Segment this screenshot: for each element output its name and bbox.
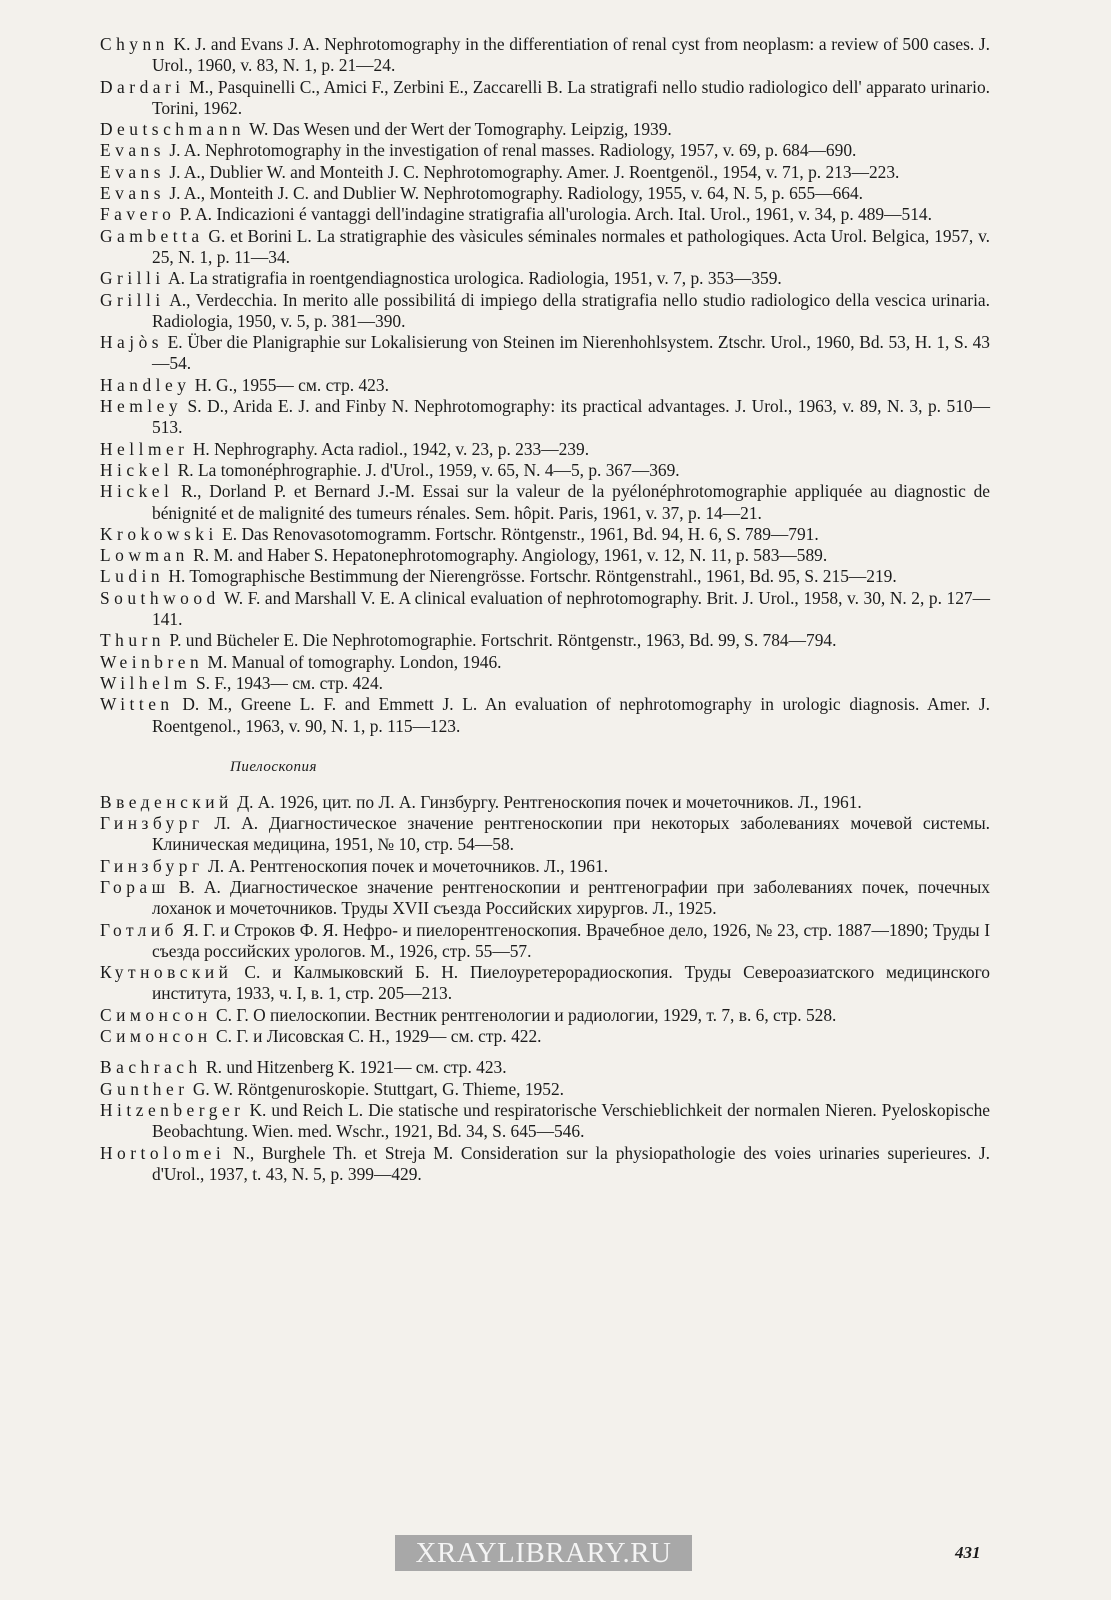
reference-text: G. et Borini L. La stratigraphie des vàsicules séminales normales et pathologiques. Acta Urol. Belgica, 1957, v. 25, N. 1, p. 11—34. [152, 225, 990, 267]
reference-text: E. Über die Planigraphie sur Lokalisierung von Steinen im Nierenhohlsystem. Ztschr. Urol., 1960, Bd. 53, H. 1, S. 43—54. [152, 332, 990, 374]
list-spacer [100, 1047, 990, 1057]
reference-item [100, 396, 990, 439]
reference-text: M. Manual of tomography. London, 1946. [203, 651, 502, 672]
reference-item [100, 545, 990, 566]
reference-text: H. G., 1955— см. стр. 423. [190, 374, 389, 395]
reference-item [100, 481, 990, 524]
reference-text: E. Das Renovasotomogramm. Fortschr. Röntgenstr., 1961, Bd. 94, H. 6, S. 789—791. [217, 523, 819, 544]
reference-author: Evans [100, 161, 166, 182]
reference-item [100, 77, 990, 120]
reference-author: Dardari [100, 76, 185, 97]
reference-text: H. Tomographische Bestimmung der Nierengrösse. Fortschr. Röntgenstrahl., 1961, Bd. 95, S. 215—219. [164, 566, 897, 587]
reference-author: Готлиб [100, 919, 178, 940]
reference-text: S. F., 1943— см. стр. 424. [191, 672, 383, 693]
reference-item [100, 877, 990, 920]
reference-author: Evans [100, 140, 166, 161]
reference-item [100, 332, 990, 375]
reference-item [100, 460, 990, 481]
reference-text: Л. А. Рентгеноскопия почек и мочеточников. Л., 1961. [203, 855, 609, 876]
reference-author: Введенский [100, 791, 233, 812]
reference-author: Ludin [100, 566, 165, 587]
reference-author: Wilhelm [100, 672, 192, 693]
reference-text: Л. А. Диагностическое значение рентгеноскопии при некоторых заболеваниях мочевой системы. Клиническая медицина, 1951, № 10, стр. 54—58. [152, 813, 990, 855]
reference-author: Hickel [100, 459, 174, 480]
reference-text: P. A. Indicazioni é vantaggi dell'indagine stratigrafia all'urologia. Arch. Ital. Urol., 1961, v. 34, p. 489—514. [175, 204, 932, 225]
reference-author: Favero [100, 204, 176, 225]
reference-author: Grilli [100, 268, 165, 289]
reference-text: J. A. Nephrotomography in the investigation of renal masses. Radiology, 1957, v. 69, p. 684—690. [165, 140, 857, 161]
reference-text: W. Das Wesen und der Wert der Tomography. Leipzig, 1939. [245, 119, 672, 140]
reference-item [100, 204, 990, 225]
reference-author: Hellmer [100, 438, 189, 459]
reference-text: J. A., Monteith J. C. and Dublier W. Nephrotomography. Radiology, 1955, v. 64, N. 5, p. 655—664. [165, 183, 864, 204]
reference-author: Hortolomei [100, 1142, 226, 1163]
reference-text: P. und Bücheler E. Die Nephrotomographie. Fortschrit. Röntgenstr., 1963, Bd. 99, S. 784—794. [165, 630, 837, 651]
reference-text: R. M. and Haber S. Hepatonephrotomography. Angiology, 1961, v. 12, N. 11, p. 583—589. [188, 545, 828, 566]
reference-author: Gunther [100, 1078, 189, 1099]
reference-author: Chynn [100, 34, 169, 54]
reference-item [100, 226, 990, 269]
reference-item [100, 566, 990, 587]
reference-text: M., Pasquinelli C., Amici F., Zerbini E., Zaccarelli B. La stratigrafi nello studio radiologico dell' apparato urinario. Torini, 1962. [152, 76, 990, 118]
reference-item [100, 856, 990, 877]
reference-item [100, 673, 990, 694]
reference-item [100, 268, 990, 289]
reference-item [100, 694, 990, 737]
reference-text: S. D., Arida E. J. and Finby N. Nephrotomography: its practical advantages. J. Urol., 1963, v. 89, N. 3, p. 510—513. [152, 396, 990, 438]
reference-list-cyrillic [100, 792, 990, 1048]
reference-item [100, 1005, 990, 1026]
section-heading: Пиелоскопия [230, 758, 317, 775]
reference-author: Witten [100, 694, 174, 715]
reference-item [100, 375, 990, 396]
reference-text: N., Burghele Th. et Streja M. Consideration sur la physiopathologie des voies urinaries superieures. J. d'Urol., 1937, t. 43, N. 5, p. 399—429. [152, 1142, 990, 1184]
reference-author: Grilli [100, 289, 165, 310]
reference-author: Deutschmann [100, 119, 246, 140]
reference-text: H. Nephrography. Acta radiol., 1942, v. 23, p. 233—239. [188, 438, 590, 459]
reference-text: Д. А. 1926, цит. по Л. А. Гинзбургу. Рентгеноскопия почек и мочеточников. Л., 1961. [232, 791, 862, 812]
reference-text: A., Verdecchia. In merito alle possibilitá di impiego della stratigrafia nello studio radiologico della vescica urinaria. Radiologia, 1950, v. 5, p. 381—390. [152, 289, 990, 331]
reference-author: Симонсон [100, 1004, 212, 1025]
watermark: XRAYLIBRARY.RU [395, 1535, 692, 1571]
page-number: 431 [955, 1543, 981, 1562]
reference-author: Southwood [100, 587, 220, 608]
reference-author: Thurn [100, 630, 166, 651]
reference-text: Я. Г. и Строков Ф. Я. Нефро- и пиелорентгеноскопия. Врачебное дело, 1926, № 23, стр. 1887—1890; Труды I съезда российских урологов. М., 1926, стр. 55—57. [152, 919, 990, 961]
reference-text: R. La tomonéphrographie. J. d'Urol., 1959, v. 65, N. 4—5, p. 367—369. [173, 459, 680, 480]
reference-item [100, 630, 990, 651]
reference-author: Гораш [100, 876, 170, 897]
reference-author: Гинзбург [100, 813, 204, 834]
reference-author: Bachrach [100, 1057, 202, 1078]
reference-author: Hajòs [100, 332, 164, 353]
reference-item [100, 290, 990, 333]
reference-item [100, 1079, 990, 1100]
reference-author: Кутновский [100, 962, 233, 983]
reference-text: С. Г. и Лисовская С. Н., 1929— см. стр. 422. [211, 1026, 542, 1047]
reference-text: A. La stratigrafia in roentgendiagnostica urologica. Radiologia, 1951, v. 7, p. 353—359. [164, 268, 782, 289]
reference-item [100, 1026, 990, 1047]
reference-item [100, 34, 990, 77]
reference-text: K. J. and Evans J. A. Nephrotomography in the differentiation of renal cyst from neoplasm: a review of 500 cases. J. Urol., 1960, v. 83, N. 1, p. 21—24. [152, 34, 990, 76]
reference-author: Handley [100, 374, 191, 395]
reference-item [100, 652, 990, 673]
reference-item [100, 439, 990, 460]
reference-author: Krokowski [100, 523, 218, 544]
reference-item [100, 792, 990, 813]
reference-item [100, 920, 990, 963]
reference-item [100, 813, 990, 856]
reference-text: R., Dorland P. et Bernard J.-M. Essai sur la valeur de la pyélonéphrotomographie appliquée au diagnostic de bénignité et de malignité des tumeurs rénales. Sem. hôpit. Paris, 1961, v. 37, p. 14—21. [152, 481, 990, 523]
reference-author: Гинзбург [100, 855, 204, 876]
bibliography-page [100, 34, 990, 1185]
reference-text: С. и Калмыковский Б. Н. Пиелоуретерорадиоскопия. Труды Североазиатского медицинского института, 1933, ч. I, в. 1, стр. 205—213. [152, 962, 990, 1004]
reference-item [100, 162, 990, 183]
reference-list-latin [100, 34, 990, 737]
reference-item [100, 524, 990, 545]
reference-text: G. W. Röntgenuroskopie. Stuttgart, G. Thieme, 1952. [188, 1078, 564, 1099]
reference-text: С. Г. О пиелоскопии. Вестник рентгенологии и радиологии, 1929, т. 7, в. 6, стр. 528. [211, 1004, 837, 1025]
reference-author: Hickel [100, 481, 174, 502]
reference-author: Gambetta [100, 225, 204, 246]
reference-text: В. А. Диагностическое значение рентгеноскопии и рентгенографии при заболеваниях почек, почечных лоханок и мочеточников. Труды XVII съезда Российских хирургов. Л., 1925. [152, 876, 990, 919]
reference-text: J. A., Dublier W. and Monteith J. C. Nephrotomography. Amer. J. Roentgenöl., 1954, v. 71, p. 213—223. [165, 161, 900, 182]
reference-author: Симонсон [100, 1026, 212, 1047]
reference-author: Weinbren [100, 651, 204, 672]
reference-item [100, 588, 990, 631]
reference-author: Evans [100, 183, 166, 204]
reference-author: Lowman [100, 545, 189, 566]
reference-item [100, 1057, 990, 1078]
reference-author: Hitzenberger [100, 1099, 245, 1120]
reference-text: K. und Reich L. Die statische und respiratorische Verschieblichkeit der normalen Nieren. Pyeloskopische Beobachtung. Wien. med. Wschr., 1921, Bd. 34, S. 645—546. [152, 1099, 990, 1142]
reference-item [100, 1143, 990, 1186]
reference-text: R. und Hitzenberg K. 1921— см. стр. 423. [201, 1057, 507, 1078]
reference-item [100, 1100, 990, 1143]
reference-item [100, 140, 990, 161]
reference-item [100, 183, 990, 204]
reference-text: D. M., Greene L. F. and Emmett J. L. An evaluation of nephrotomography in urologic diagnosis. Amer. J. Roentgenol., 1963, v. 90, N. 1, p. 115—123. [152, 694, 990, 736]
reference-item [100, 962, 990, 1005]
reference-author: Hemley [100, 396, 183, 417]
reference-item [100, 119, 990, 140]
reference-list-latin-2 [100, 1057, 990, 1185]
reference-text: W. F. and Marshall V. E. A clinical evaluation of nephrotomography. Brit. J. Urol., 1958, v. 30, N. 2, p. 127—141. [152, 587, 990, 630]
